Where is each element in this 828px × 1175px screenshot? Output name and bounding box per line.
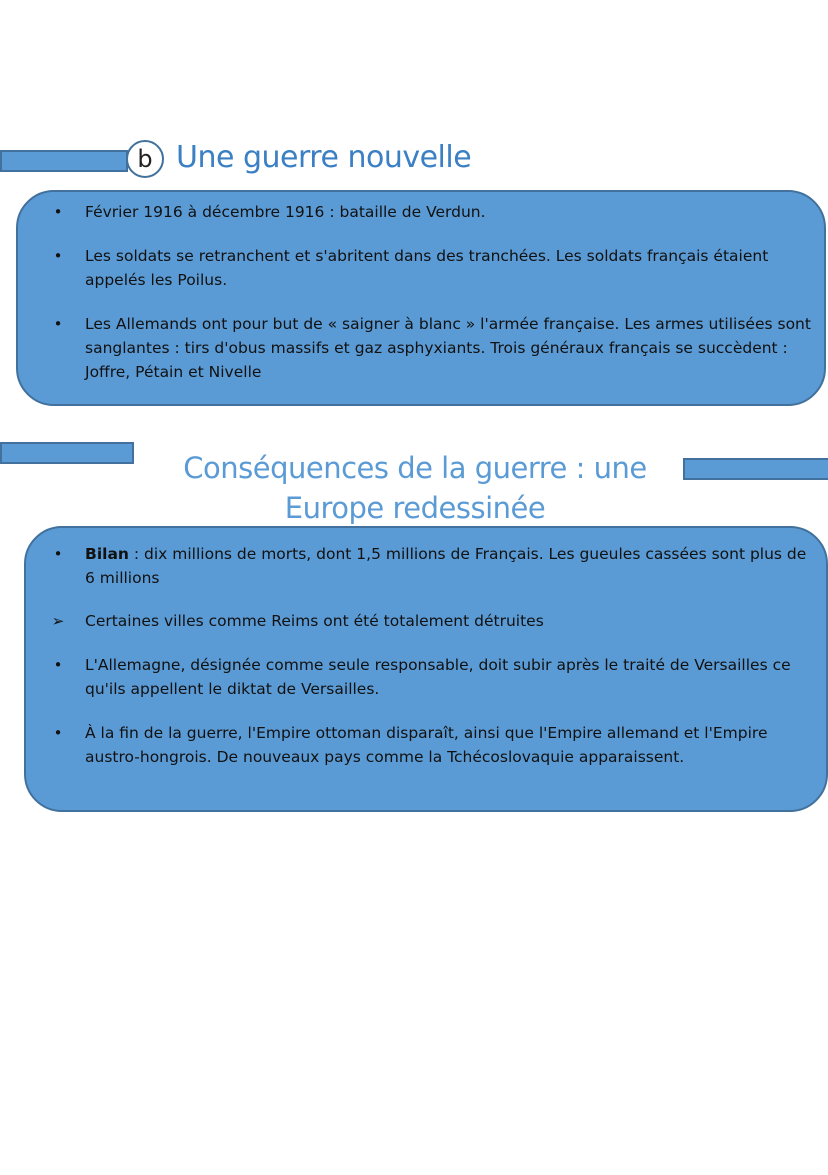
section-badge-label: b [137, 145, 153, 173]
list-item [40, 653, 815, 701]
decorative-bar-right [683, 458, 828, 480]
section-badge [126, 140, 164, 178]
list-item-text: L'Allemagne, désignée comme seule responsable, doit subir après le traité de Versailles ce qu'ils appellent le diktat de Versailles. [85, 656, 791, 698]
list-item-text: Février 1916 à décembre 1916 : bataille de Verdun. [85, 203, 486, 221]
bullet-icon: • [53, 545, 63, 563]
list-item-body: : dix millions de morts, dont 1,5 millions de Français. Les gueules cassées sont plus de 6 millions [85, 545, 807, 587]
list-item-text: Les soldats se retranchent et s'abritent dans des tranchées. Les soldats français étaient appelés les Poilus. [85, 247, 769, 289]
bullet-icon: • [53, 315, 63, 333]
decorative-bar-left [0, 442, 134, 464]
list-item [40, 609, 815, 633]
list-item-text: Les Allemands ont pour but de « saigner à blanc » l'armée française. Les armes utilisées sont sanglantes : tirs d'obus massifs et gaz asphyxiants. Trois généraux français se succèdent : Joffre, Pétain et Nivelle [85, 315, 811, 381]
list-item-text: À la fin de la guerre, l'Empire ottoman disparaît, ainsi que l'Empire allemand et l'Empire austro-hongrois. De nouveaux pays comme la Tchécoslovaquie apparaissent. [85, 724, 768, 766]
arrow-bullet-icon: ➢ [51, 612, 65, 630]
bullet-list-consequences [40, 542, 815, 769]
decorative-bar-left [0, 150, 128, 172]
section-title-consequences: Conséquences de la guerre : une Europe redessinée [183, 451, 647, 525]
list-item [40, 542, 815, 590]
section-title: Une guerre nouvelle [176, 140, 472, 175]
list-item [40, 244, 815, 292]
list-item-text: Certaines villes comme Reims ont été totalement détruites [85, 612, 544, 630]
bullet-icon: • [53, 203, 63, 221]
bullet-icon: • [53, 247, 63, 265]
list-item-text [85, 542, 815, 590]
list-item [40, 721, 815, 769]
bullet-list-une-guerre-nouvelle [40, 200, 815, 384]
bullet-icon: • [53, 656, 63, 674]
list-item [40, 200, 815, 224]
list-item [40, 312, 815, 384]
list-item-label: Bilan [85, 545, 129, 563]
bullet-icon: • [53, 724, 63, 742]
